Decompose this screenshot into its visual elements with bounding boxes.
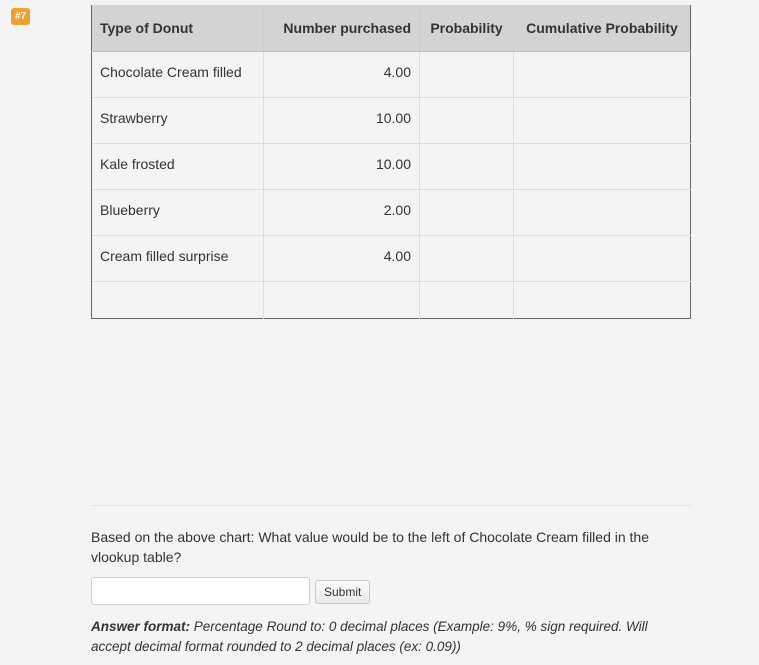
cell-probability [420, 144, 514, 190]
cell-number: 4.00 [264, 52, 420, 98]
cell-cumulative [514, 144, 691, 190]
cell-cumulative [514, 98, 691, 144]
cell-cumulative [514, 282, 691, 319]
cell-type: Kale frosted [92, 144, 264, 190]
cell-probability [420, 190, 514, 236]
question-text: Based on the above chart: What value would be to the left of Chocolate Cream filled in the vlookup table? [91, 529, 649, 565]
table-header-row [92, 5, 691, 52]
cell-cumulative [514, 236, 691, 282]
cell-type: Cream filled surprise [92, 236, 264, 282]
answer-format-label: Answer format: [91, 619, 191, 634]
answer-format-text: Percentage Round to: 0 decimal places (Example: 9%, % sign required. Will accept decimal format rounded to 2 decimal places (ex: 0.09)) [91, 619, 648, 654]
section-divider [91, 505, 691, 506]
table-row [92, 236, 691, 282]
header-type-of-donut: Type of Donut [92, 5, 264, 52]
cell-cumulative [514, 52, 691, 98]
cell-number: 10.00 [264, 144, 420, 190]
cell-type [92, 282, 264, 319]
cell-number: 4.00 [264, 236, 420, 282]
table-row [92, 144, 691, 190]
cell-number: 2.00 [264, 190, 420, 236]
header-number-purchased: Number purchased [264, 5, 420, 52]
cell-number [264, 282, 420, 319]
cell-probability [420, 52, 514, 98]
cell-probability [420, 282, 514, 319]
cell-number: 10.00 [264, 98, 420, 144]
cell-probability [420, 236, 514, 282]
donut-table [91, 5, 691, 319]
table-row [92, 98, 691, 144]
cell-type: Chocolate Cream filled [92, 52, 264, 98]
table-row [92, 52, 691, 98]
cell-type: Blueberry [92, 190, 264, 236]
submit-button[interactable]: Submit [315, 580, 370, 604]
table-row [92, 282, 691, 319]
answer-format-note [91, 617, 691, 657]
header-probability: Probability [420, 5, 514, 52]
table-row [92, 190, 691, 236]
cell-cumulative [514, 190, 691, 236]
header-cumulative-probability: Cumulative Probability [514, 5, 691, 52]
cell-probability [420, 98, 514, 144]
cell-type: Strawberry [92, 98, 264, 144]
question-number-badge: #7 [11, 8, 30, 25]
answer-input[interactable] [91, 577, 310, 605]
